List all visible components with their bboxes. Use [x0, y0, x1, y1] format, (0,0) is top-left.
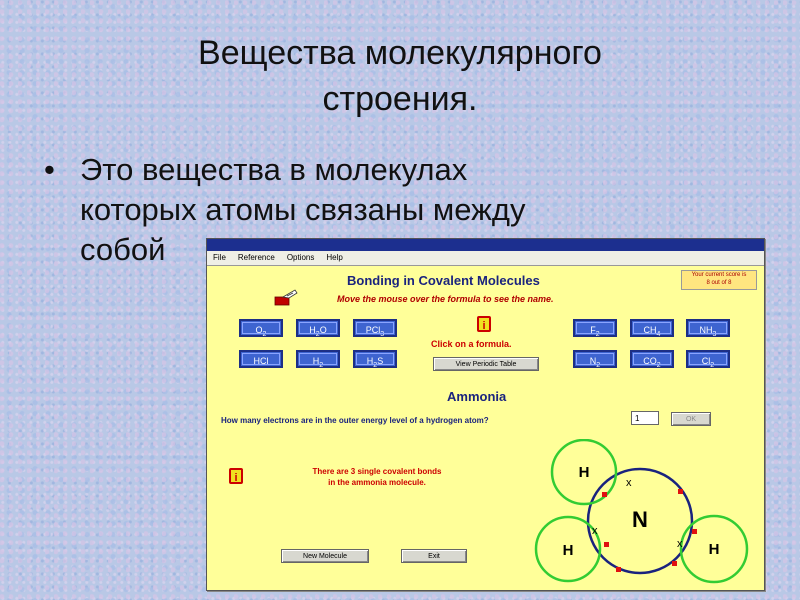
hand-pointer-icon [273, 287, 299, 307]
molecule-name: Ammonia [447, 389, 507, 404]
view-periodic-table-button[interactable]: View Periodic Table [433, 357, 539, 371]
window-titlebar[interactable] [207, 239, 764, 251]
formula-button-left-3[interactable] [239, 350, 283, 368]
formula-base: CH [643, 325, 657, 335]
atom-label-h1: H [578, 464, 590, 481]
formula-base: Cl [701, 356, 711, 366]
formula-subscript: 4 [656, 330, 661, 338]
formula-base: PCl [365, 325, 381, 335]
electron-dot [672, 561, 677, 566]
formula-button-right-0[interactable] [573, 319, 617, 337]
menu-reference[interactable]: Reference [237, 253, 275, 262]
electron-x: x [592, 525, 598, 537]
electron-dot [678, 489, 683, 494]
atom-label-h3: H [708, 541, 720, 558]
electron-dot [616, 567, 621, 572]
formula-base: HCl [253, 356, 269, 366]
formula-subscript: 2 [656, 361, 661, 369]
formula-base: H [312, 356, 320, 366]
electron-dot [692, 529, 697, 534]
formula-button-left-1[interactable] [296, 319, 340, 337]
electron-x: x [626, 477, 632, 489]
formula-tail: S [377, 356, 384, 366]
app-window [206, 238, 765, 591]
fact-line-2: in the ammonia molecule. [328, 478, 426, 487]
atom-label-h2: H [562, 542, 574, 559]
ok-button[interactable]: OK [671, 412, 711, 426]
fact-line-1: There are 3 single covalent bonds [312, 467, 442, 476]
formula-tail: O [319, 325, 327, 335]
formula-subscript: 3 [380, 330, 385, 338]
fact-text [277, 466, 477, 488]
formula-subscript: 2 [373, 361, 378, 369]
formula-button-left-5[interactable] [353, 350, 397, 368]
formula-base: N [589, 356, 597, 366]
formula-button-right-3[interactable] [573, 350, 617, 368]
formula-base: F [590, 325, 596, 335]
slide-title [0, 30, 800, 122]
menu-bar [207, 251, 764, 266]
question-text: How many electrons are in the outer energy level of a hydrogen atom? [221, 416, 489, 425]
electron-dot [604, 542, 609, 547]
menu-file[interactable]: File [213, 253, 226, 262]
formula-subscript: 2 [315, 330, 320, 338]
bullet-line-1: Это вещества в молекулах [80, 152, 468, 187]
formula-button-left-2[interactable] [353, 319, 397, 337]
app-subtitle: Move the mouse over the formula to see the name. [337, 294, 554, 304]
answer-input[interactable]: 1 [631, 411, 659, 425]
formula-base: H [366, 356, 374, 366]
exit-button[interactable]: Exit [401, 549, 467, 563]
atom-label-n: N [632, 507, 648, 532]
formula-base: NH [699, 325, 713, 335]
slide-title-line-2: строения. [322, 80, 478, 118]
formula-button-right-4[interactable] [630, 350, 674, 368]
app-title: Bonding in Covalent Molecules [347, 273, 540, 288]
info-icon[interactable]: i [477, 316, 491, 332]
formula-button-right-2[interactable] [686, 319, 730, 337]
click-instruction: Click on a formula. [431, 339, 512, 349]
formula-base: CO [643, 356, 657, 366]
formula-subscript: 2 [596, 361, 601, 369]
formula-button-right-1[interactable] [630, 319, 674, 337]
score-line-1: Your current score is [691, 272, 747, 278]
info-icon-2[interactable]: i [229, 468, 243, 484]
new-molecule-button[interactable]: New Molecule [281, 549, 369, 563]
electron-dot [602, 492, 607, 497]
ammonia-diagram [522, 439, 762, 587]
menu-options[interactable]: Options [286, 253, 315, 262]
bullet-dot-icon: • [44, 152, 55, 187]
menu-help[interactable]: Help [326, 253, 343, 262]
formula-base: O [255, 325, 263, 335]
slide-title-line-1: Вещества молекулярного [198, 34, 602, 72]
formula-button-left-4[interactable] [296, 350, 340, 368]
formula-subscript: 3 [712, 330, 717, 338]
formula-subscript: 2 [710, 361, 715, 369]
formula-subscript: 2 [319, 361, 324, 369]
score-box [681, 270, 757, 290]
formula-subscript: 2 [262, 330, 267, 338]
formula-button-left-0[interactable] [239, 319, 283, 337]
score-line-2: 8 out of 8 [706, 280, 732, 286]
electron-x: x [677, 538, 683, 550]
formula-subscript: 2 [595, 330, 600, 338]
formula-base: H [309, 325, 316, 335]
bullet-line-3: собой [80, 232, 166, 267]
formula-button-right-5[interactable] [686, 350, 730, 368]
bullet-line-2: которых атомы связаны между [80, 192, 526, 227]
